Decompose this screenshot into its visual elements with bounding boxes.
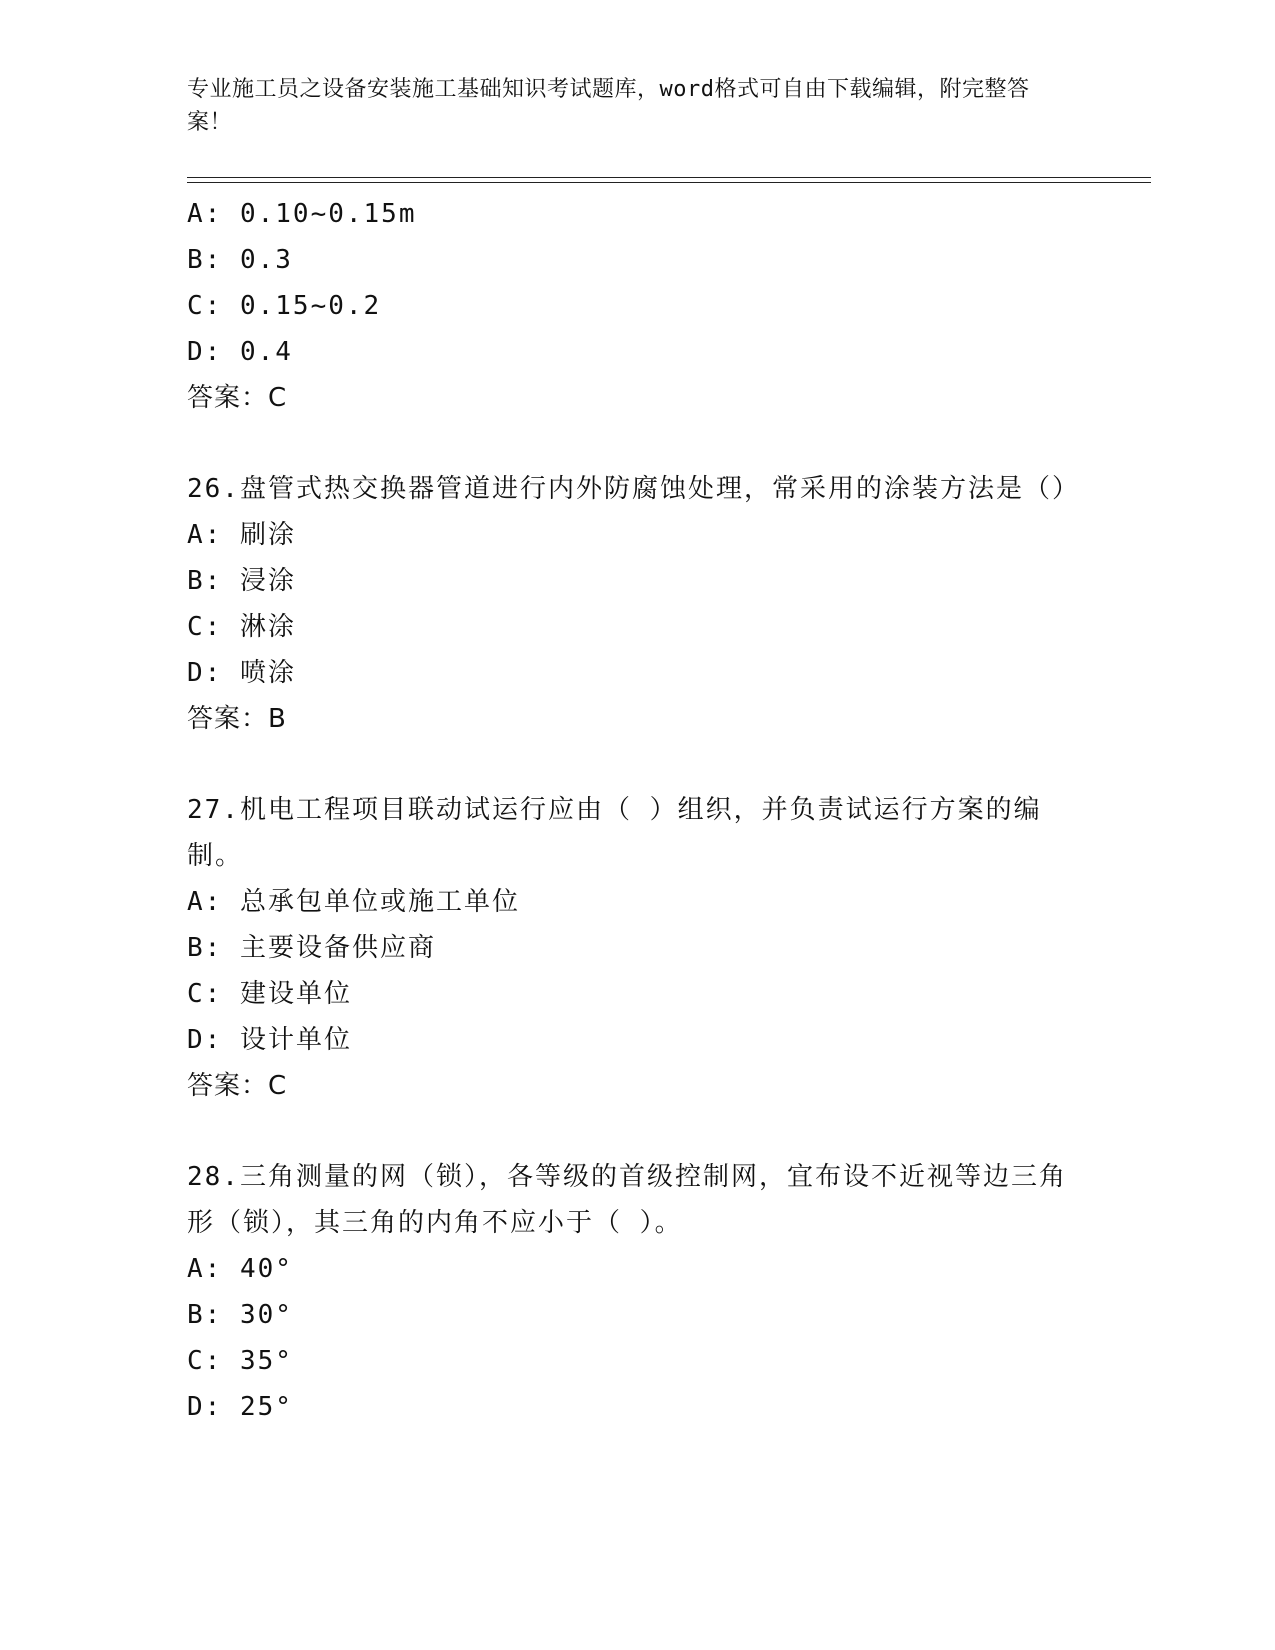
question-text: 26.盘管式热交换器管道进行内外防腐蚀处理，常采用的涂装方法是（） <box>187 474 1080 504</box>
document-header: 专业施工员之设备安装施工基础知识考试题库，word格式可自由下载编辑，附完整答案！ <box>187 77 1030 135</box>
option-a: A: 0.10~0.15m <box>187 199 417 229</box>
option-c: C: 35° <box>187 1346 293 1376</box>
question-26-block <box>187 466 1087 742</box>
question-27-block <box>187 787 1087 1109</box>
document-content <box>187 191 1087 1430</box>
header-divider-bottom <box>187 182 1151 183</box>
option-c: C: 0.15~0.2 <box>187 291 382 321</box>
option-d: D: 喷涂 <box>187 658 296 688</box>
option-a: A: 40° <box>187 1254 293 1284</box>
option-d: D: 25° <box>187 1392 293 1422</box>
option-c: C: 淋涂 <box>187 612 296 642</box>
option-b: B: 主要设备供应商 <box>187 933 436 963</box>
option-d: D: 设计单位 <box>187 1025 352 1055</box>
option-b: B: 0.3 <box>187 245 293 275</box>
question-28-block <box>187 1154 1087 1430</box>
question-text: 27.机电工程项目联动试运行应由（ ）组织，并负责试运行方案的编制。 <box>187 795 1042 871</box>
answer-line: 答案：C <box>187 383 288 413</box>
option-a: A: 总承包单位或施工单位 <box>187 887 520 917</box>
answer-line: 答案：B <box>187 704 287 734</box>
option-b: B: 30° <box>187 1300 293 1330</box>
option-c: C: 建设单位 <box>187 979 352 1009</box>
question-25-block <box>187 191 1087 421</box>
question-text: 28.三角测量的网（锁），各等级的首级控制网，宜布设不近视等边三角形（锁），其三角的内角不应小于（ ）。 <box>187 1162 1067 1238</box>
answer-line: 答案：C <box>187 1071 288 1101</box>
option-d: D: 0.4 <box>187 337 293 367</box>
header-divider-top <box>187 177 1151 178</box>
option-a: A: 刷涂 <box>187 520 296 550</box>
option-b: B: 浸涂 <box>187 566 296 596</box>
